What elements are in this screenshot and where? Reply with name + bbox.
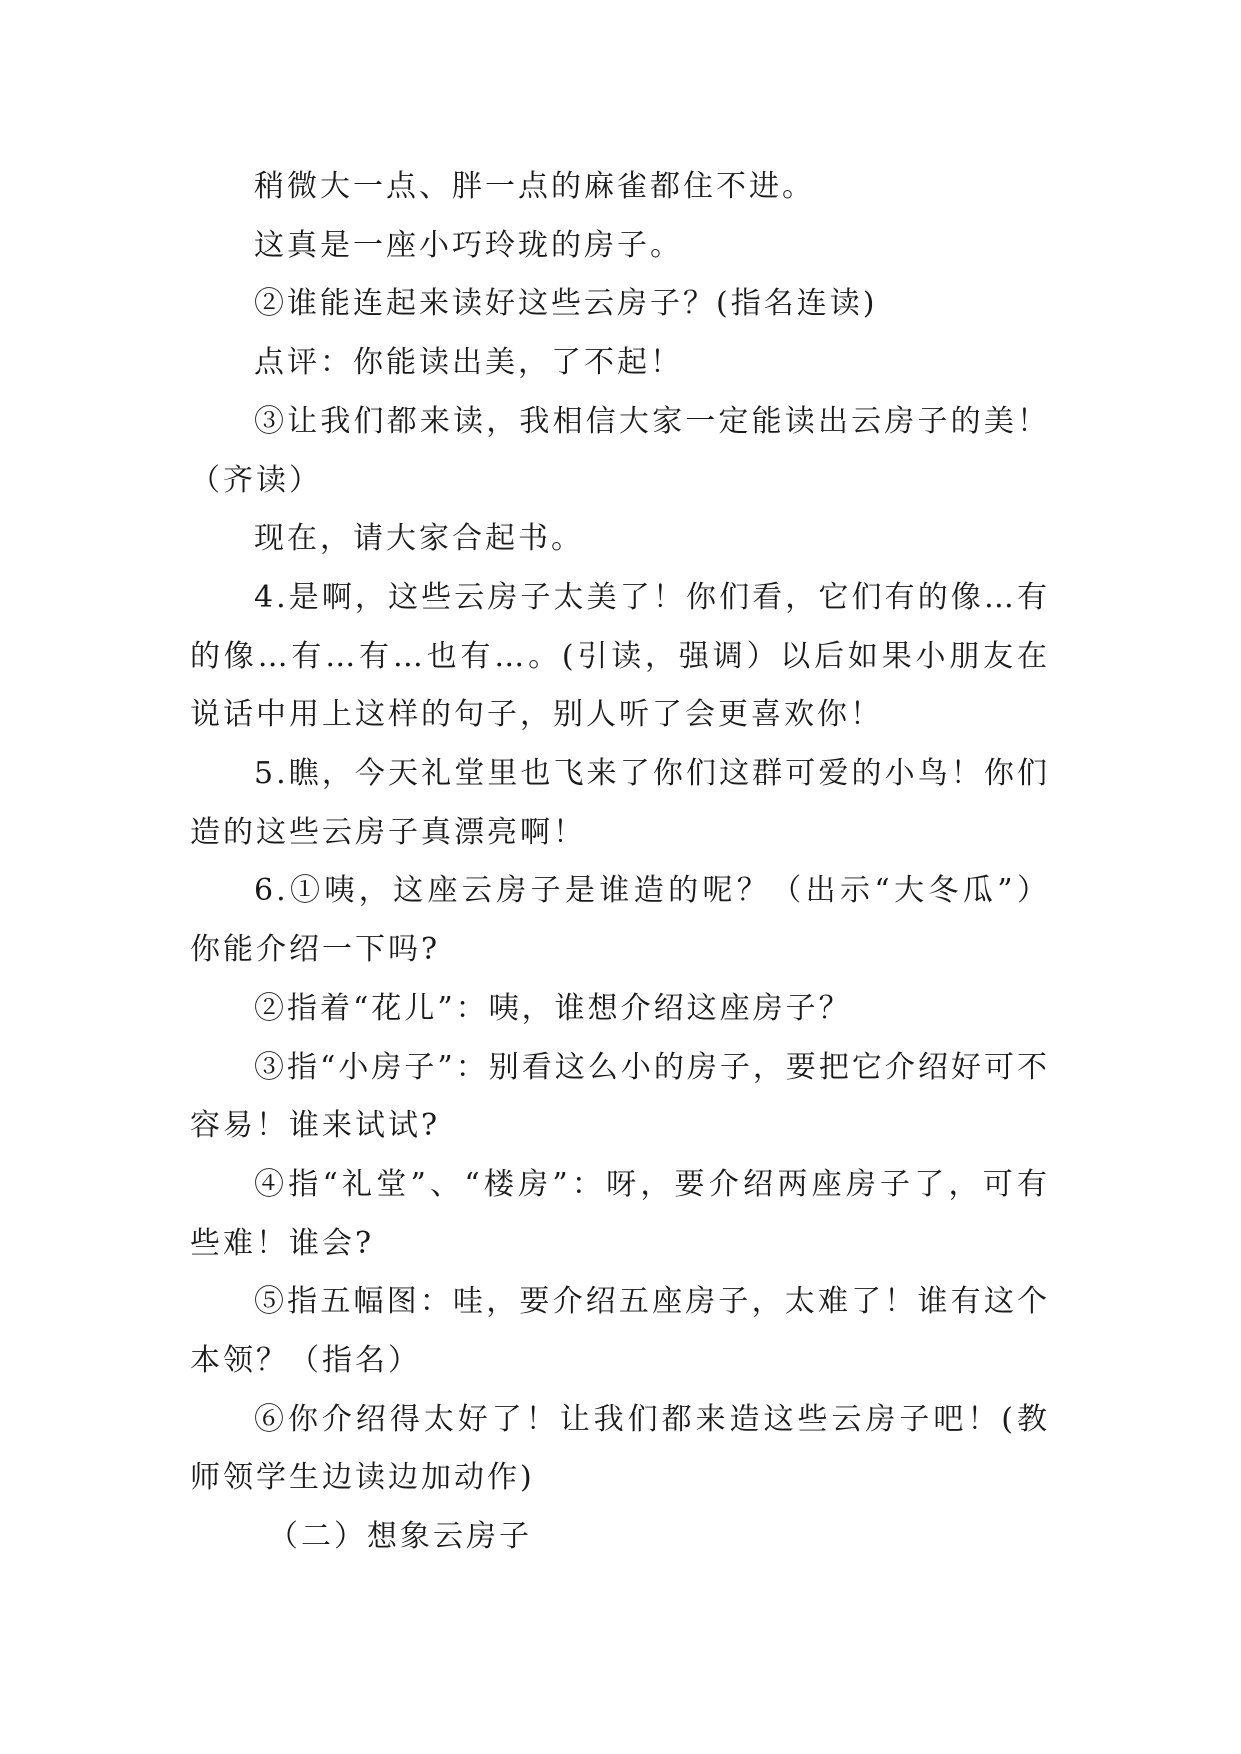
paragraph-sparrow: 稍微大一点、胖一点的麻雀都住不进。 — [254, 169, 815, 204]
paragraph-step-6-6: ⑥你介绍得太好了！让我们都来造这些云房子吧！(教师领学生边读边加动作) — [190, 1401, 1050, 1496]
section-heading-imagine: （二）想象云房子 — [268, 1519, 532, 1555]
paragraph-read-together: ②谁能连起来读好这些云房子？(指名连读) — [254, 286, 878, 322]
paragraph-close-book: 现在，请大家合起书。 — [254, 521, 584, 557]
paragraph-step-6-2: ②指着“花儿”：咦，谁想介绍这座房子？ — [254, 990, 852, 1026]
paragraph-small-house: 这真是一座小巧玲珑的房子。 — [254, 227, 683, 263]
paragraph-step-6-5: ⑤指五幅图：哇，要介绍五座房子，太难了！谁有这个本领？（指名） — [190, 1284, 1050, 1379]
document-body — [190, 158, 1050, 1567]
paragraph-comment: 点评：你能读出美，了不起！ — [254, 345, 683, 381]
paragraph-all-read: ③让我们都来读，我相信大家一定能读出云房子的美！（齐读） — [190, 403, 1050, 498]
paragraph-step-6-3: ③指“小房子”：别看这么小的房子，要把它介绍好可不容易！谁来试试? — [190, 1049, 1050, 1144]
paragraph-step-4: 4.是啊，这些云房子太美了！你们看，它们有的像…有的像…有…有…也有…。(引读，强调）以后如果小朋友在说话中用上这样的句子，别人听了会更喜欢你！ — [190, 579, 1050, 733]
paragraph-step-6-1: 6.①咦，这座云房子是谁造的呢？（出示“大冬瓜”）你能介绍一下吗? — [190, 873, 1050, 968]
paragraph-step-6-4: ④指“礼堂”、“楼房”：呀，要介绍两座房子了，可有些难！谁会? — [190, 1166, 1050, 1261]
paragraph-step-5: 5.瞧，今天礼堂里也飞来了你们这群可爱的小鸟！你们造的这些云房子真漂亮啊！ — [190, 756, 1050, 850]
